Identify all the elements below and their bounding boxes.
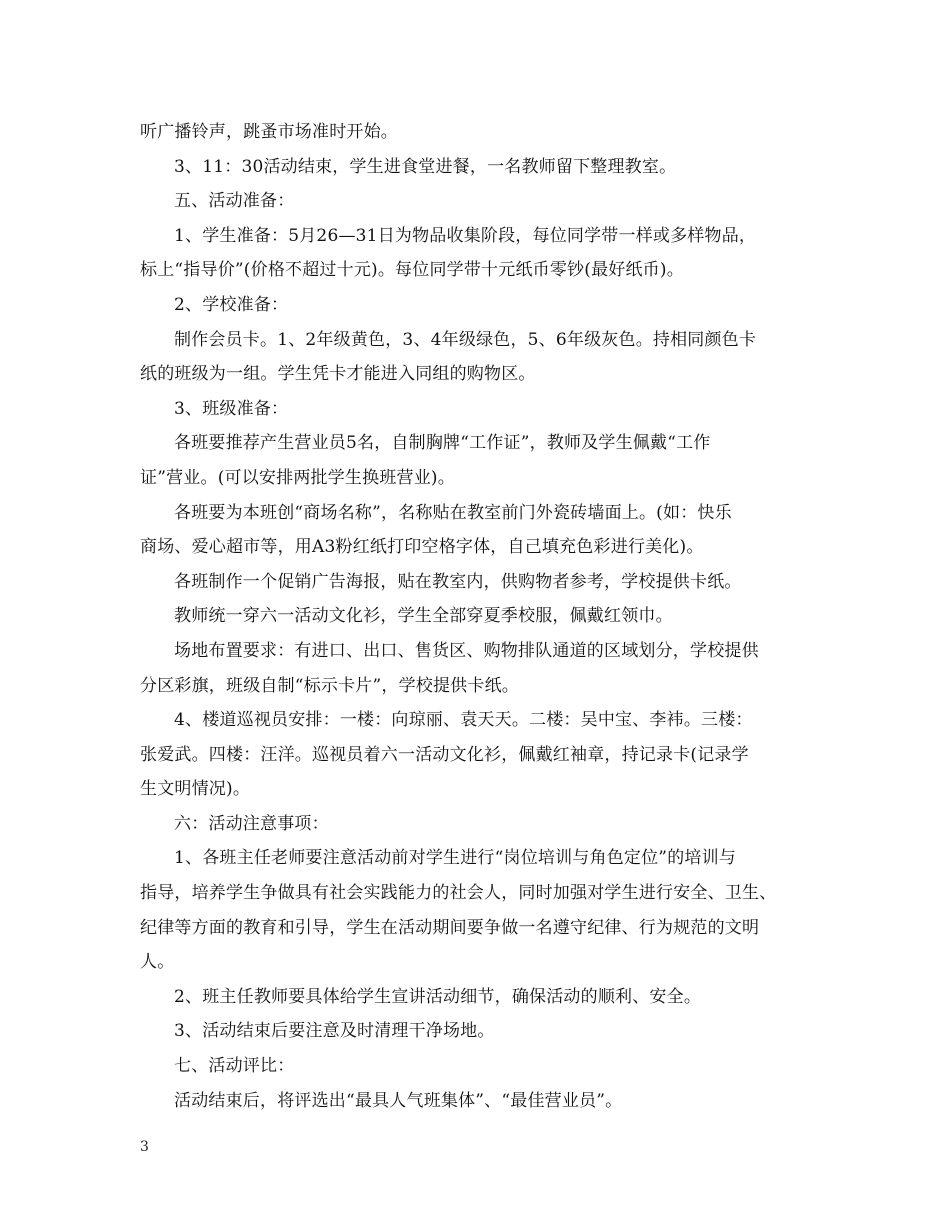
text-line: 纪律等方面的教育和引导，学生在活动期间要争做一名遵守纪律、行为规范的文明 [140,917,760,938]
text-line: 活动结束后，将评选出“最具人气班集体”、“最佳营业员”。 [174,1090,623,1111]
section-heading: 七、活动评比： [174,1056,295,1077]
text-line: 各班要推荐产生营业员5名，自制胸牌“工作证”，教师及学生佩戴“工作 [174,433,711,454]
text-line: 听广播铃声，跳蚤市场准时开始。 [140,122,398,142]
text-line: 3、活动结束后要注意及时清理干净场地。 [174,1021,495,1042]
text-line: 人。 [140,952,175,973]
text-line: 证”营业。(可以安排两批学生换班营业)。 [140,467,455,488]
text-line: 制作会员卡。1、2年级黄色，3、4年级绿色，5、6年级灰色。持相同颜色卡 [174,329,757,350]
text-line: 各班制作一个促销广告海报，贴在教室内，供购物者参考，学校提供卡纸。 [174,571,742,592]
text-line: 4、楼道巡视员安排：一楼：向琼丽、袁天天。二楼：吴中宝、李袆。三楼： [174,710,753,731]
section-heading: 六：活动注意事项： [174,813,329,834]
text-line: 3、班级准备： [174,398,289,419]
text-line: 张爱武。四楼：汪洋。巡视员着六一活动文化衫，佩戴红袖章，持记录卡(记录学 [140,744,749,765]
text-line: 教师统一穿六一活动文化衫，学生全部穿夏季校服，佩戴红领巾。 [174,606,673,627]
text-line: 指导，培养学生争做具有社会实践能力的社会人，同时加强对学生进行安全、卫生、 [140,883,777,904]
text-line: 3、11：30活动结束，学生进食堂进餐，一名教师留下整理教室。 [174,156,677,177]
text-line: 1、各班主任老师要注意活动前对学生进行“岗位培训与角色定位”的培训与 [174,848,736,869]
text-line: 标上“指导价”(价格不超过十元)。每位同学带十元纸币零钞(最好纸币)。 [140,260,684,281]
text-line: 2、班主任教师要具体给学生宣讲活动细节，确保活动的顺利、安全。 [174,986,702,1007]
text-line: 分区彩旗，班级自制“标示卡片”，学校提供卡纸。 [140,675,519,696]
text-line: 生文明情况)。 [140,779,251,800]
text-line: 1、学生准备：5月26—31日为物品收集阶段，每位同学带一样或多样物品， [174,225,757,246]
text-line: 商场、爱心超市等，用A3粉红纸打印空格字体，自己填充色彩进行美化)。 [140,537,704,558]
text-line: 各班要为本班创“商场名称”，名称贴在教室前门外瓷砖墙面上。(如：快乐 [174,502,732,523]
text-line: 纸的班级为一组。学生凭卡才能进入同组的购物区。 [140,364,536,385]
text-line: 场地布置要求：有进口、出口、售货区、购物排队通道的区域划分，学校提供 [174,640,759,661]
page-number: 3 [140,1139,149,1155]
section-heading: 五、活动准备： [174,191,295,212]
text-line: 2、学校准备： [174,294,289,315]
document-body [140,115,820,1118]
